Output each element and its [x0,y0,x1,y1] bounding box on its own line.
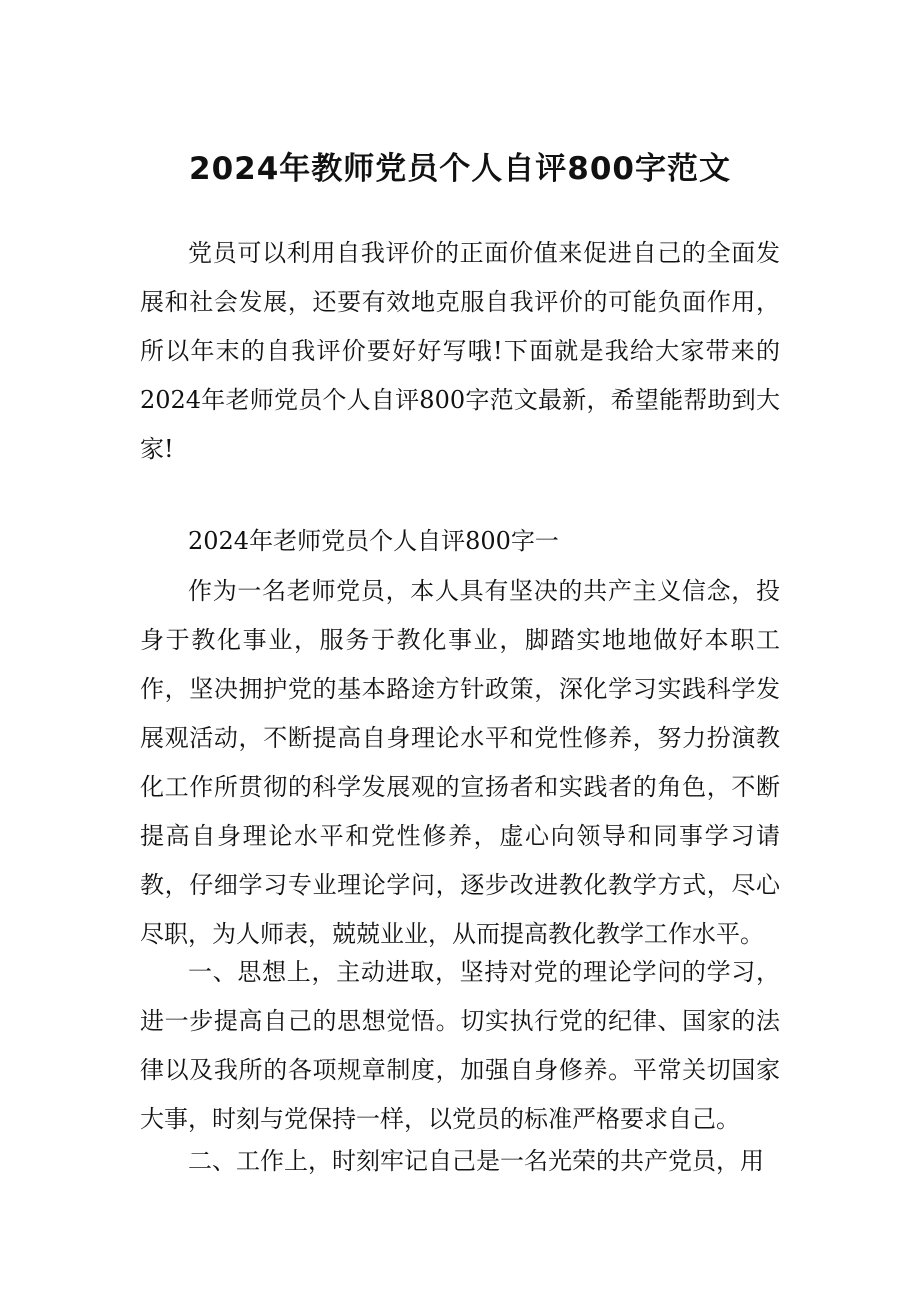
body-paragraph: 二、工作上，时刻牢记自己是一名光荣的共产党员，用 [188,1147,764,1175]
body-paragraph: 作为一名老师党员，本人具有坚决的共产主义信念，投身于教化事业，服务于教化事业，脚踏实地地做好本职工作，坚决拥护党的基本路途方针政策，深化学习实践科学发展观活动，不断提高自身理论水平和党性修养，努力扮演教化工作所贯彻的科学发展观的宣扬者和实践者的角色，不断提高自身理论水平和党性修养，虚心向领导和同事学习请教，仔细学习专业理论学问，逐步改进教化教学方式，尽心尽职，为人师表，兢兢业业，从而提高教化教学工作水平。 [140,577,780,948]
body-paragraph: 一、思想上，主动进取，坚持对党的理论学问的学习，进一步提高自己的思想觉悟。切实执行党的纪律、国家的法律以及我所的各项规章制度，加强自身修养。平常关切国家大事，时刻与党保持一样，以党员的标准严格要求自己。 [140,958,780,1133]
section-heading: 2024年老师党员个人自评800字一 [188,527,559,555]
intro-paragraph: 党员可以利用自我评价的正面价值来促进自己的全面发展和社会发展，还要有效地克服自我评价的可能负面作用，所以年末的自我评价要好好写哦!下面就是我给大家带来的2024年老师党员个人自评800字范文最新，希望能帮助到大家! [140,239,780,463]
document-title: 2024年教师党员个人自评800字范文 [189,151,731,187]
